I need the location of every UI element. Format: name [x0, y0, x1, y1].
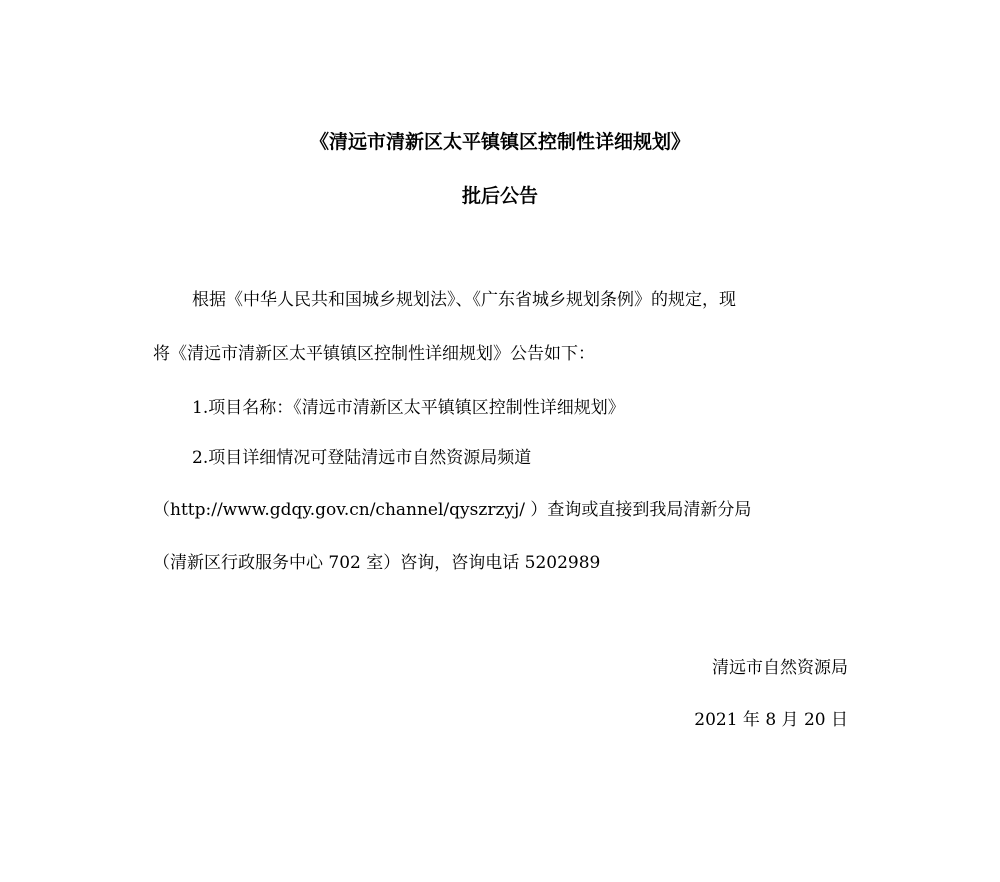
body-paragraph-line: 将《清远市清新区太平镇镇区控制性详细规划》公告如下： — [153, 344, 595, 364]
project-details-contact-line: （清新区行政服务中心 702 室）咨询，咨询电话 5202989 — [153, 553, 601, 573]
project-details-item: 2.项目详细情况可登陆清远市自然资源局频道 — [192, 448, 532, 468]
issue-date: 2021 年 8 月 20 日 — [694, 710, 848, 730]
project-name-item: 1.项目名称：《清远市清新区太平镇镇区控制性详细规划》 — [192, 398, 625, 418]
issuer-signature: 清远市自然资源局 — [712, 658, 848, 678]
project-details-url-line: （http://www.gdqy.gov.cn/channel/qyszrzyj/ ）查询或直接到我局清新分局 — [153, 500, 752, 520]
body-paragraph-line: 根据《中华人民共和国城乡规划法》、《广东省城乡规划条例》的规定，现 — [192, 290, 736, 310]
document-title: 《清远市清新区太平镇镇区控制性详细规划》 — [309, 131, 690, 153]
document-subtitle: 批后公告 — [461, 185, 538, 207]
